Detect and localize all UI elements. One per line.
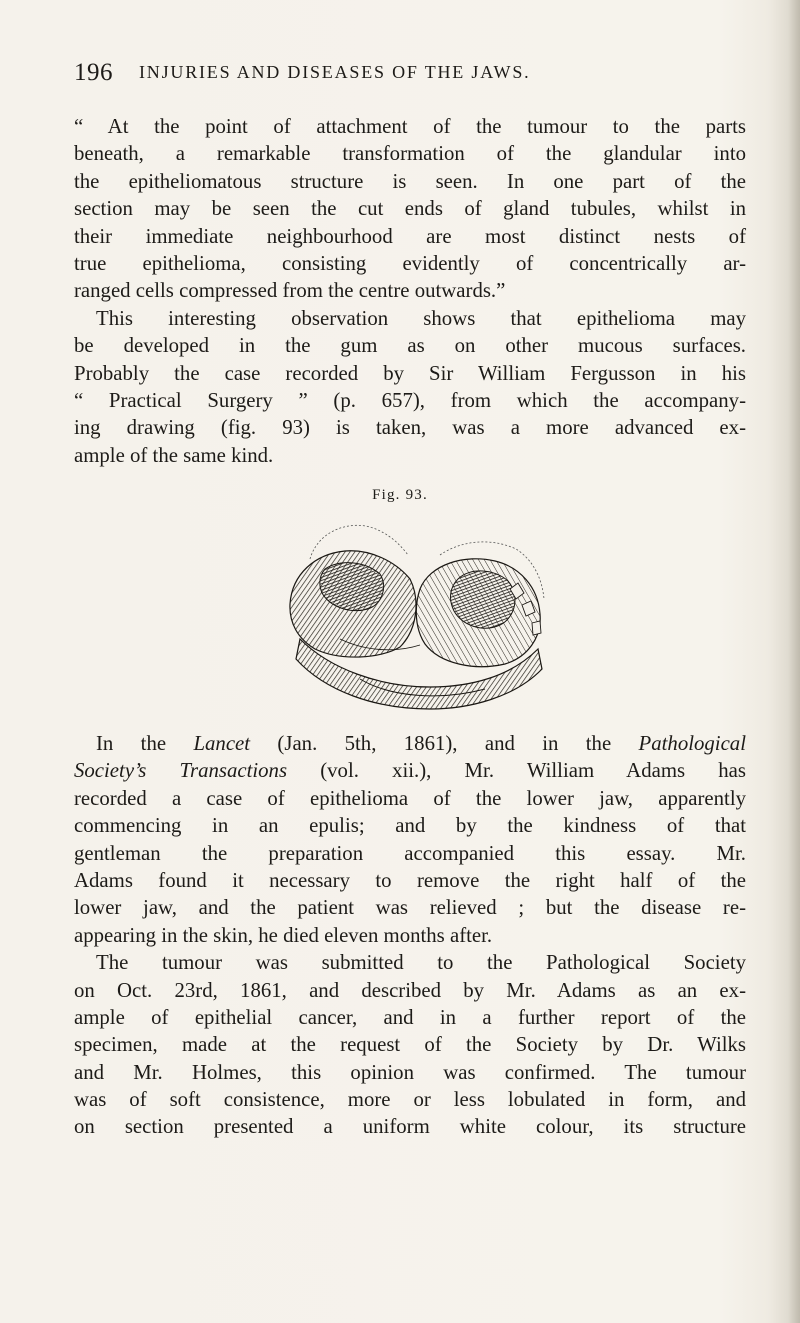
paragraph-quote-and-discussion	[74, 113, 746, 469]
text-line: on section presented a uniform white colour, its structure	[74, 1115, 746, 1139]
text-line: Probably the case recorded by Sir William Fergusson in his	[74, 361, 746, 385]
journal-title-society-transactions: Society’s Transactions	[74, 759, 288, 783]
text-line: ing drawing (fig. 93) is taken, was a more advanced ex-	[74, 416, 746, 440]
running-head: INJURIES AND DISEASES OF THE JAWS.	[139, 62, 531, 82]
text-line: Adams found it necessary to remove the right half of the	[74, 868, 746, 892]
text-line: commencing in an epulis; and by the kindness of that	[74, 814, 746, 838]
text-line: ranged cells compressed from the centre outwards.”	[74, 279, 506, 303]
text-line: the epitheliomatous structure is seen. In one part of the	[74, 169, 746, 193]
text-line: be developed in the gum as on other mucous surfaces.	[74, 334, 746, 358]
text-line: This interesting observation shows that epithelioma may	[96, 306, 746, 330]
text-line: ample of the same kind.	[74, 443, 274, 467]
text-line: on Oct. 23rd, 1861, and described by Mr. Adams as an ex-	[74, 978, 746, 1002]
text-segment: In the	[96, 732, 194, 755]
text-line: was of soft consistence, more or less lobulated in form, and	[74, 1088, 746, 1112]
text-line: lower jaw, and the patient was relieved ; but the disease re-	[74, 896, 746, 920]
text-line: gentleman the preparation accompanied this essay. Mr.	[74, 841, 746, 865]
journal-title-lancet: Lancet	[193, 732, 251, 755]
text-line: The tumour was submitted to the Pathological Society	[96, 951, 746, 975]
text-line: true epithelioma, consisting evidently of concentrically ar-	[74, 251, 746, 275]
text-line: “ Practical Surgery ” (p. 657), from which the accompany-	[74, 388, 746, 412]
text-line: beneath, a remarkable transformation of the glandular into	[74, 142, 746, 166]
page-edge-shadow	[788, 0, 800, 1323]
paragraph-adams-case	[74, 730, 746, 1141]
text-segment: (Jan. 5th, 1861), and in the	[250, 732, 639, 755]
text-line: section may be seen the cut ends of gland tubules, whilst in	[74, 197, 746, 221]
text-line: and Mr. Holmes, this opinion was confirmed. The tumour	[74, 1060, 746, 1084]
text-line: “ At the point of attachment of the tumour to the parts	[74, 115, 746, 138]
text-line: specimen, made at the request of the Society by Dr. Wilks	[74, 1033, 746, 1057]
figure-caption: Fig. 93.	[372, 487, 428, 503]
text-line: appearing in the skin, he died eleven months after.	[74, 923, 493, 947]
text-line	[74, 730, 746, 757]
text-line: ample of epithelial cancer, and in a further report of the	[74, 1005, 746, 1029]
text-segment: (vol. xii.), Mr. William Adams has	[287, 759, 747, 783]
page-number: 196	[74, 59, 113, 86]
page-header	[74, 59, 674, 87]
text-line	[74, 757, 746, 784]
jaw-specimen-illustration	[270, 519, 560, 714]
text-line: recorded a case of epithelioma of the lower jaw, apparently	[74, 786, 746, 810]
text-line: their immediate neighbourhood are most distinct nests of	[74, 224, 746, 248]
journal-title-pathological: Pathological	[638, 732, 746, 755]
